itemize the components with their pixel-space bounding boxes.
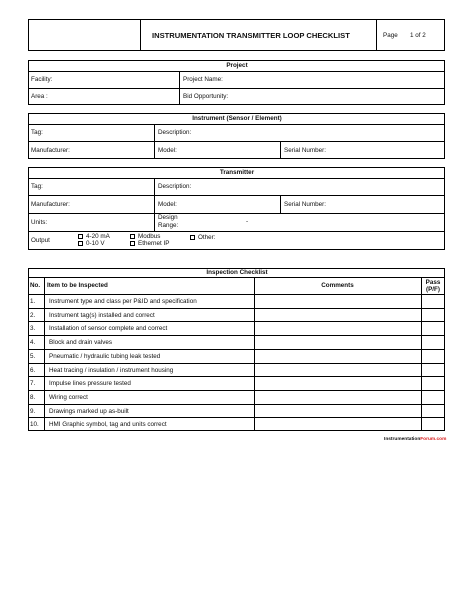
- row-number: 6.: [30, 366, 36, 374]
- instrument-manufacturer-label: Manufacturer:: [31, 147, 70, 154]
- col-header-no: No.: [30, 282, 41, 289]
- facility-label: Facility:: [31, 76, 53, 83]
- transmitter-units-label: Units:: [31, 219, 48, 226]
- row-comments-field[interactable]: [255, 405, 420, 417]
- transmitter-manufacturer-label: Manufacturer:: [31, 201, 70, 208]
- row-number: 1.: [30, 298, 36, 305]
- instrument-model-label: Model:: [158, 147, 177, 154]
- row-pass-fail-field[interactable]: [422, 364, 444, 376]
- page-label: Page: [383, 32, 398, 39]
- output-0-10v-checkbox[interactable]: [78, 241, 83, 246]
- row-item: Instrument tag(s) installed and correct: [49, 311, 155, 319]
- col-header-item: Item to be Inspected: [47, 282, 108, 289]
- page-title: INSTRUMENTATION TRANSMITTER LOOP CHECKLIST: [152, 31, 350, 40]
- row-number: 4.: [30, 339, 36, 347]
- transmitter-model-label: Model:: [158, 201, 177, 208]
- transmitter-tag-label: Tag:: [31, 183, 43, 190]
- row-number: 5.: [30, 352, 36, 360]
- row-item: Heat tracing / insulation / instrument housing: [49, 366, 174, 374]
- row-comments-field[interactable]: [255, 322, 420, 334]
- col-header-pass: Pass: [425, 279, 441, 286]
- row-item: Installation of sensor complete and correct: [49, 325, 168, 333]
- row-item: Wiring correct: [49, 393, 88, 401]
- row-comments-field[interactable]: [255, 309, 420, 321]
- range-label: Range:: [158, 222, 179, 229]
- header-divider-logo: [140, 19, 141, 51]
- row-comments-field[interactable]: [255, 391, 420, 403]
- row-item: Instrument type and class per P&ID and specification: [49, 298, 197, 305]
- row-comments-field[interactable]: [255, 377, 420, 389]
- row-number: 2.: [30, 311, 36, 319]
- transmitter-description-label: Description:: [158, 183, 192, 190]
- row-pass-fail-field[interactable]: [422, 350, 444, 362]
- col-header-comments: Comments: [321, 282, 354, 289]
- instrument-description-label: Description:: [158, 129, 192, 136]
- row-item: Pneumatic / hydraulic tubing leak tested: [49, 352, 161, 360]
- row-comments-field[interactable]: [255, 364, 420, 376]
- output-label: Output: [31, 237, 50, 244]
- inspection-heading: Inspection Checklist: [206, 269, 268, 276]
- row-comments-field[interactable]: [255, 336, 420, 348]
- output-4-20ma-checkbox[interactable]: [78, 234, 83, 239]
- transmitter-serial-label: Serial Number:: [284, 201, 326, 208]
- instrument-tag-label: Tag:: [31, 129, 43, 136]
- project-heading: Project: [226, 62, 248, 69]
- row-item: Block and drain valves: [49, 339, 113, 347]
- row-pass-fail-field[interactable]: [422, 391, 444, 403]
- page-number: 1 of 2: [410, 32, 426, 39]
- row-pass-fail-field[interactable]: [422, 309, 444, 321]
- footer-brand-a: Instrumentation: [384, 437, 421, 442]
- output-ethernet-ip-checkbox[interactable]: [130, 241, 135, 246]
- output-ethernet-ip-label: Ethernet IP: [138, 240, 170, 247]
- row-item: HMI Graphic symbol, tag and units correct: [49, 421, 167, 429]
- output-other-label: Other:: [198, 234, 216, 241]
- area-label: Area :: [31, 93, 48, 100]
- row-item: Impulse lines pressure tested: [49, 380, 131, 388]
- design-label: Design: [158, 214, 178, 221]
- output-4-20ma-label: 4-20 mA: [86, 233, 110, 240]
- output-other-checkbox[interactable]: [190, 235, 195, 240]
- row-pass-fail-field[interactable]: [422, 295, 444, 307]
- col-header-pass-pf: (P/F): [426, 286, 440, 293]
- instrument-serial-label: Serial Number:: [284, 147, 326, 154]
- output-0-10v-label: 0-10 V: [86, 240, 105, 247]
- output-modbus-checkbox[interactable]: [130, 234, 135, 239]
- row-pass-fail-field[interactable]: [422, 377, 444, 389]
- row-pass-fail-field[interactable]: [422, 336, 444, 348]
- instrument-heading: Instrument (Sensor / Element): [192, 115, 282, 122]
- row-number: 9.: [30, 407, 36, 415]
- project-name-label: Project Name:: [183, 76, 223, 83]
- row-pass-fail-field[interactable]: [422, 418, 444, 430]
- output-modbus-label: Modbus: [138, 233, 161, 240]
- row-comments-field[interactable]: [255, 350, 420, 362]
- row-number: 3.: [30, 325, 36, 333]
- row-number: 10.: [30, 421, 39, 429]
- row-comments-field[interactable]: [255, 295, 420, 307]
- row-pass-fail-field[interactable]: [422, 322, 444, 334]
- range-dash: -: [246, 218, 249, 225]
- footer-brand: [384, 436, 446, 443]
- transmitter-heading: Transmitter: [219, 169, 255, 176]
- bid-opportunity-label: Bid Opportunity:: [183, 93, 229, 100]
- row-number: 8.: [30, 393, 36, 401]
- row-number: 7.: [30, 380, 36, 388]
- row-comments-field[interactable]: [255, 418, 420, 430]
- row-item: Drawings marked up as-built: [49, 407, 129, 415]
- header-divider-page: [376, 19, 377, 51]
- row-pass-fail-field[interactable]: [422, 405, 444, 417]
- footer-brand-b: Forum.com: [420, 437, 447, 442]
